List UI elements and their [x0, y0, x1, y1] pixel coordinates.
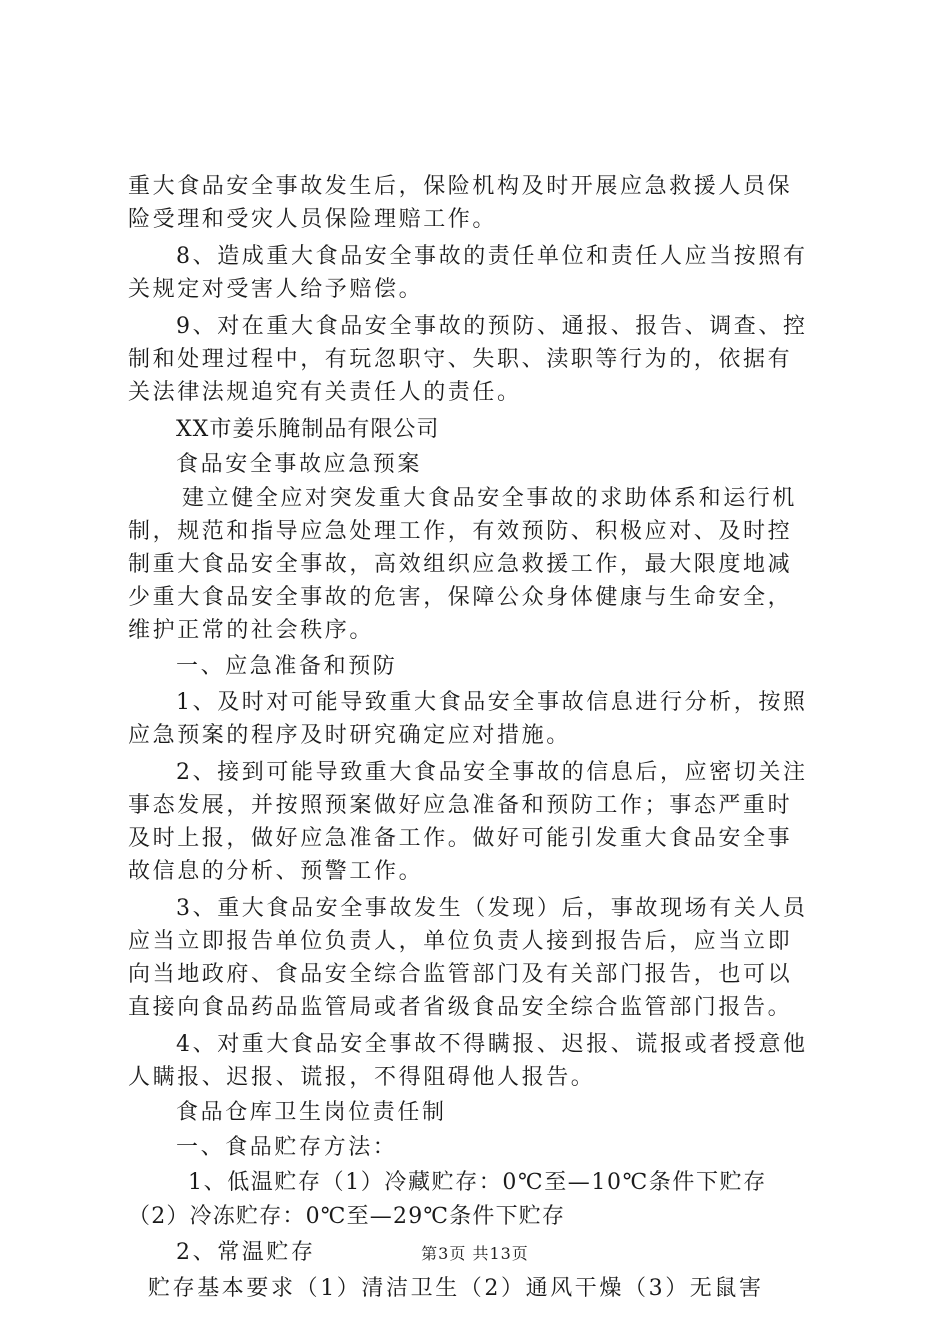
- text-line: 关规定对受害人给予赔偿。: [128, 277, 424, 302]
- section-heading: 一、应急准备和预防: [176, 654, 398, 679]
- text-line: 应当立即报告单位负责人，单位负责人接到报告后，应当立即: [128, 929, 793, 954]
- text-line: 少重大食品安全事故的危害，保障公众身体健康与生命安全，: [128, 585, 793, 610]
- text-line: 1、及时对可能导致重大食品安全事故信息进行分析，按照: [176, 690, 808, 715]
- text-line: 及时上报，做好应急准备工作。做好可能引发重大食品安全事: [128, 826, 793, 851]
- text-line: 1、低温贮存（1）冷藏贮存：0℃至—10℃条件下贮存: [188, 1170, 767, 1195]
- company-name: XX市姜乐腌制品有限公司: [176, 417, 440, 442]
- section-heading: 食品安全事故应急预案: [176, 452, 423, 477]
- text-line: 9、对在重大食品安全事故的预防、通报、报告、调查、控: [176, 314, 808, 339]
- text-line: 故信息的分析、预警工作。: [128, 859, 424, 884]
- text-line: 4、对重大食品安全事故不得瞒报、迟报、谎报或者授意他: [176, 1032, 808, 1057]
- text-line: 制和处理过程中，有玩忽职守、失职、渎职等行为的，依据有: [128, 347, 793, 372]
- text-line: 应急预案的程序及时研究确定应对措施。: [128, 723, 571, 748]
- text-line: 重大食品安全事故发生后，保险机构及时开展应急救援人员保: [128, 174, 793, 199]
- text-line: 人瞒报、迟报、谎报，不得阻碍他人报告。: [128, 1065, 596, 1090]
- text-line: 向当地政府、食品安全综合监管部门及有关部门报告，也可以: [128, 962, 793, 987]
- section-heading: 一、食品贮存方法：: [176, 1135, 398, 1160]
- text-line: 2、常温贮存: [176, 1240, 316, 1265]
- text-line: 建立健全应对突发重大食品安全事故的求助体系和运行机: [182, 486, 798, 511]
- text-line: 直接向食品药品监管局或者省级食品安全综合监管部门报告。: [128, 995, 793, 1020]
- text-line: 事态发展，并按照预案做好应急准备和预防工作；事态严重时: [128, 793, 793, 818]
- page-number-footer: 第3页 共13页: [421, 1244, 529, 1263]
- text-line: 维护正常的社会秩序。: [128, 618, 375, 643]
- text-line: 贮存基本要求（1）清洁卫生（2）通风干燥（3）无鼠害: [148, 1276, 764, 1301]
- text-line: 3、重大食品安全事故发生（发现）后，事故现场有关人员: [176, 896, 808, 921]
- text-line: 制，规范和指导应急处理工作，有效预防、积极应对、及时控: [128, 519, 793, 544]
- text-line: 8、造成重大食品安全事故的责任单位和责任人应当按照有: [176, 244, 808, 269]
- text-line: 2、接到可能导致重大食品安全事故的信息后，应密切关注: [176, 760, 808, 785]
- text-line: （2）冷冻贮存：0℃至—29℃条件下贮存: [128, 1204, 566, 1229]
- text-line: 制重大食品安全事故，高效组织应急救援工作，最大限度地减: [128, 552, 793, 577]
- text-line: 险受理和受灾人员保险理赔工作。: [128, 207, 498, 232]
- text-line: 关法律法规追究有关责任人的责任。: [128, 380, 522, 405]
- section-heading: 食品仓库卫生岗位责任制: [176, 1100, 447, 1125]
